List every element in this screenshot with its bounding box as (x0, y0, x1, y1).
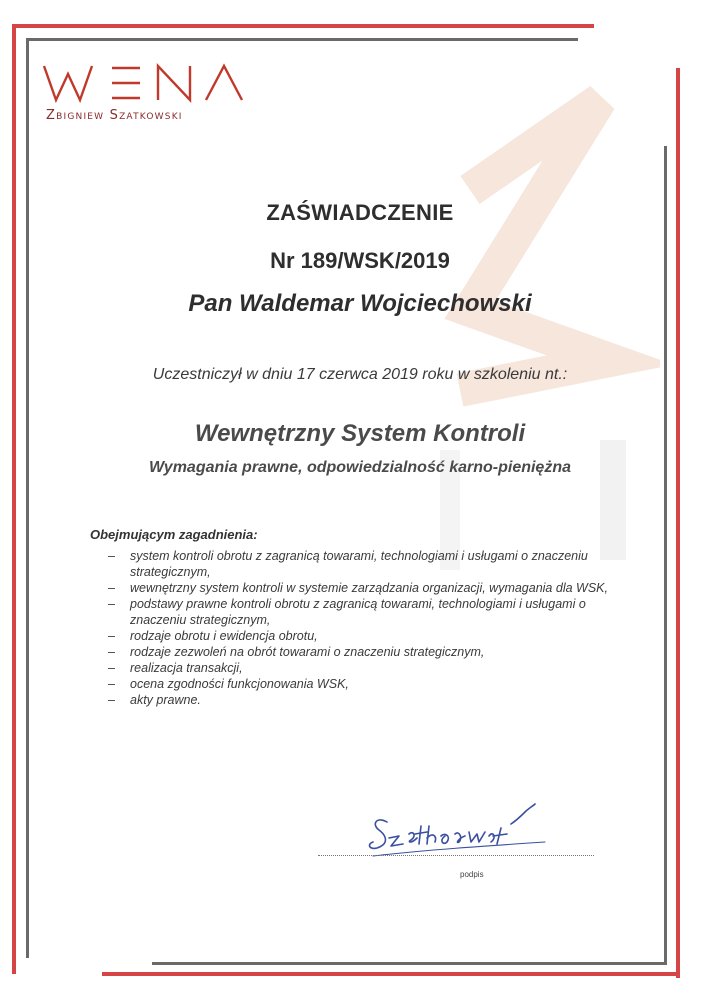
course-title: Wewnętrzny System Kontroli (194, 420, 526, 447)
list-item (108, 548, 608, 580)
list-bullet: – (108, 549, 115, 563)
certificate-number: Nr 189/WSK/2019 (270, 248, 450, 273)
border-line-red-left (12, 24, 16, 974)
list-bullet: – (108, 693, 115, 707)
list-item-text: podstawy prawne kontroli obrotu z zagranicą towarami, technologiami i usługami o znaczeniu strategicznym, (130, 597, 586, 627)
list-item-text: system kontroli obrotu z zagranicą towarami, technologiami i usługami o znaczeniu strategicznym, (130, 549, 588, 579)
list-item-text: ocena zgodności funkcjonowania WSK, (130, 677, 349, 691)
logo-subtitle: Zbigniew Szatkowski (46, 108, 183, 123)
border-line-gray-top (26, 38, 578, 41)
watermark-logo (400, 60, 660, 580)
list-bullet: – (108, 677, 115, 691)
border-line-gray-left (26, 38, 29, 958)
border-line-red-top (12, 24, 594, 28)
list-item (108, 580, 608, 596)
list-bullet: – (108, 597, 115, 611)
list-item (108, 676, 608, 692)
list-bullet: – (108, 645, 115, 659)
topics-list (108, 548, 608, 708)
topics-heading: Obejmującym zagadnienia: (90, 527, 258, 542)
list-item (108, 644, 608, 660)
list-item-text: realizacja transakcji, (130, 661, 243, 675)
list-item (108, 660, 608, 676)
list-bullet: – (108, 581, 115, 595)
list-item (108, 692, 608, 708)
list-item-text: rodzaje obrotu i ewidencja obrotu, (130, 629, 318, 643)
recipient-name: Pan Waldemar Wojciechowski (188, 290, 532, 317)
wena-logo (40, 56, 260, 136)
list-item-text: akty prawne. (130, 693, 201, 707)
signature-label: podpis (460, 870, 484, 879)
list-bullet: – (108, 661, 115, 675)
training-intro: Uczestniczył w dniu 17 czerwca 2019 roku w szkoleniu nt.: (152, 366, 568, 383)
border-line-gray-bottom (152, 962, 667, 965)
list-item (108, 628, 608, 644)
list-bullet: – (108, 629, 115, 643)
list-item-text: rodzaje zezwoleń na obrót towarami o znaczeniu strategicznym, (130, 645, 485, 659)
handwritten-signature (365, 790, 565, 860)
course-subtitle: Wymagania prawne, odpowiedzialność karno-pieniężna (148, 459, 571, 476)
list-item (108, 596, 608, 628)
certificate-title: ZAŚWIADCZENIE (266, 200, 454, 225)
list-item-text: wewnętrzny system kontroli w systemie zarządzania organizacji, wymagania dla WSK, (130, 581, 608, 595)
border-line-red-bottom (102, 972, 680, 976)
signature-line (318, 855, 594, 856)
